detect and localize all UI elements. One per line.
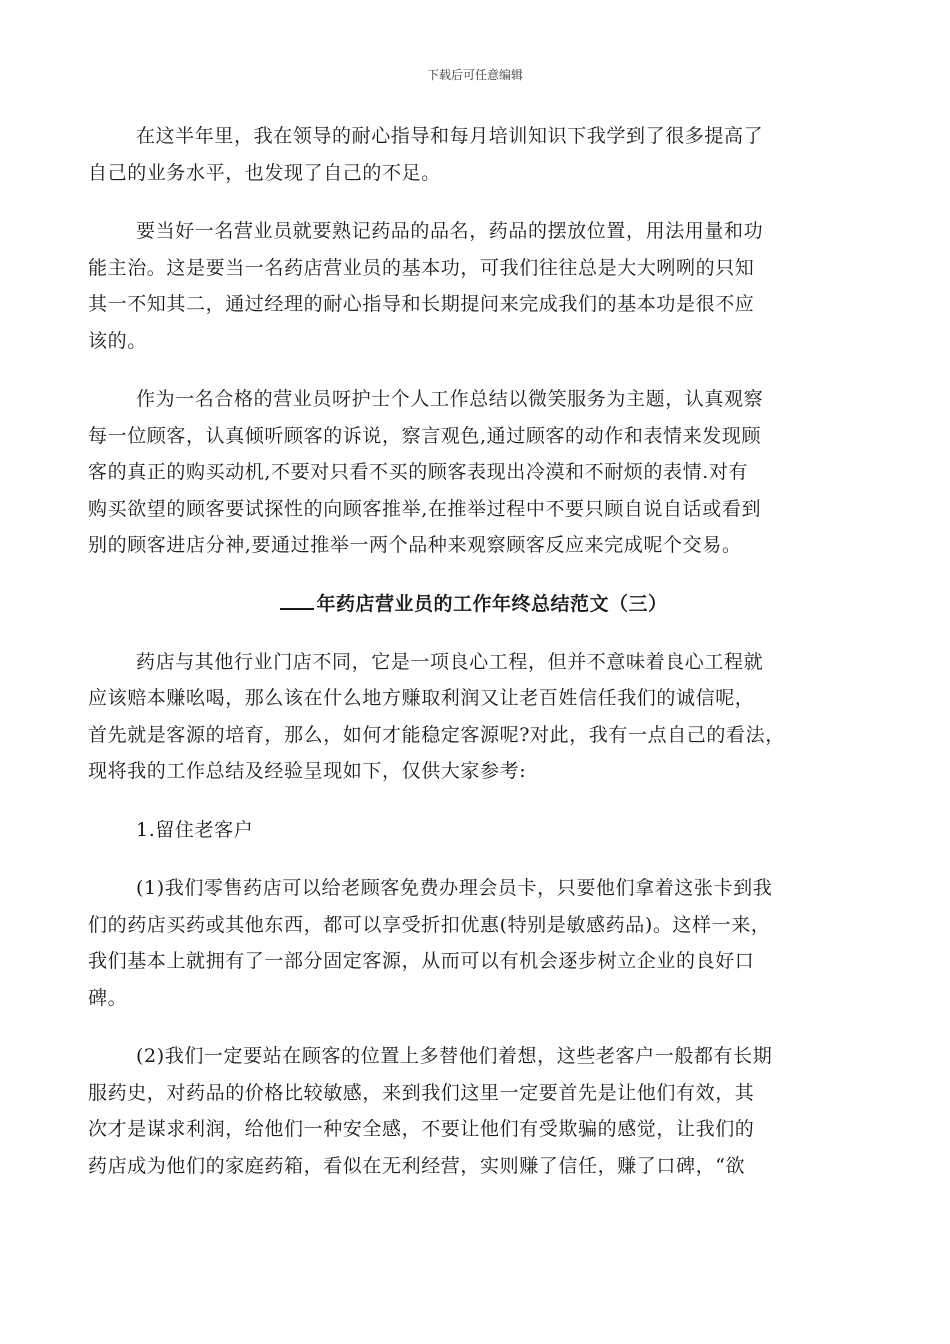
- text-line: 能主治。这是要当一名药店营业员的基本功，可我们往往总是大大咧咧的只知: [88, 256, 755, 279]
- text-line: 客的真正的购买动机,不要对只看不买的顾客表现出冷漠和不耐烦的表情.对有: [88, 461, 749, 483]
- text-line: 别的顾客进店分神,要通过推举一两个品种来观察顾客反应来完成呢个交易。: [88, 534, 742, 556]
- text-line: 在这半年里，我在领导的耐心指导和每月培训知识下我学到了很多提高了: [136, 125, 764, 147]
- text-line: 首先就是客源的培育，那么，如何才能稳定客源呢?对此，我有一点自己的看法，: [88, 723, 785, 746]
- paragraph: [88, 1038, 860, 1184]
- paragraph: [88, 213, 860, 359]
- text-line: 服药史，对药品的价格比较敏感，来到我们这里一定要首先是让他们有效，其: [88, 1081, 755, 1104]
- text-line: 碑。: [88, 986, 128, 1009]
- paragraph: [88, 870, 860, 1016]
- text-line: 要当好一名营业员就要熟记药品的品名，药品的摆放位置，用法用量和功: [136, 220, 764, 242]
- text-line: (1)我们零售药店可以给老顾客免费办理会员卡，只要他们拿着这张卡到我: [136, 877, 773, 899]
- section-title-text: 年药店营业员的工作年终总结范文（三）: [316, 592, 668, 615]
- text-line: 自己的业务水平，也发现了自己的不足。: [88, 161, 441, 184]
- text-line: 该的。: [88, 329, 147, 352]
- paragraph: [88, 381, 860, 564]
- text-line: 其一不知其二，通过经理的耐心指导和长期提问来完成我们的基本功是很不应: [88, 293, 755, 315]
- text-line: 次才是谋求利润，给他们一种安全感，不要让他们有受欺骗的感觉，让我们的: [88, 1118, 755, 1140]
- list-heading: [88, 812, 860, 849]
- text-line: 我们基本上就拥有了一部分固定客源，从而可以有机会逐步树立企业的良好口: [88, 950, 755, 972]
- year-blank-underline: [280, 586, 314, 610]
- paragraph: [88, 118, 860, 191]
- text-line: 应该赔本赚吆喝，那么该在什么地方赚取利润又让老百姓信任我们的诚信呢，: [88, 687, 755, 709]
- paragraph: [88, 644, 860, 790]
- text-line: 每一位顾客，认真倾听顾客的诉说，察言观色,通过顾客的动作和表情来发现顾: [88, 424, 762, 447]
- text-line: 药店成为他们的家庭药箱，看似在无利经营，实则赚了信任，赚了口碑，“欲: [88, 1154, 746, 1177]
- text-line: 们的药店买药或其他东西，都可以享受折扣优惠(特别是敏感药品)。这样一来，: [88, 913, 771, 936]
- page-header: 下载后可任意编辑: [426, 68, 523, 82]
- text-line: 药店与其他行业门店不同，它是一项良心工程，但并不意味着良心工程就: [136, 650, 764, 673]
- text-line: 现将我的工作总结及经验呈现如下，仅供大家参考:: [88, 760, 527, 782]
- text-line: 1.留住老客户: [136, 818, 254, 841]
- text-line: (2)我们一定要站在顾客的位置上多替他们着想，这些老客户一般都有长期: [136, 1045, 773, 1067]
- text-line: 购买欲望的顾客要试探性的向顾客推举,在推举过程中不要只顾自说自话或看到: [88, 497, 762, 520]
- text-line: 作为一名合格的营业员呀护士个人工作总结以微笑服务为主题，认真观察: [136, 388, 764, 410]
- document-body: [88, 118, 860, 1206]
- section-title: [88, 586, 860, 622]
